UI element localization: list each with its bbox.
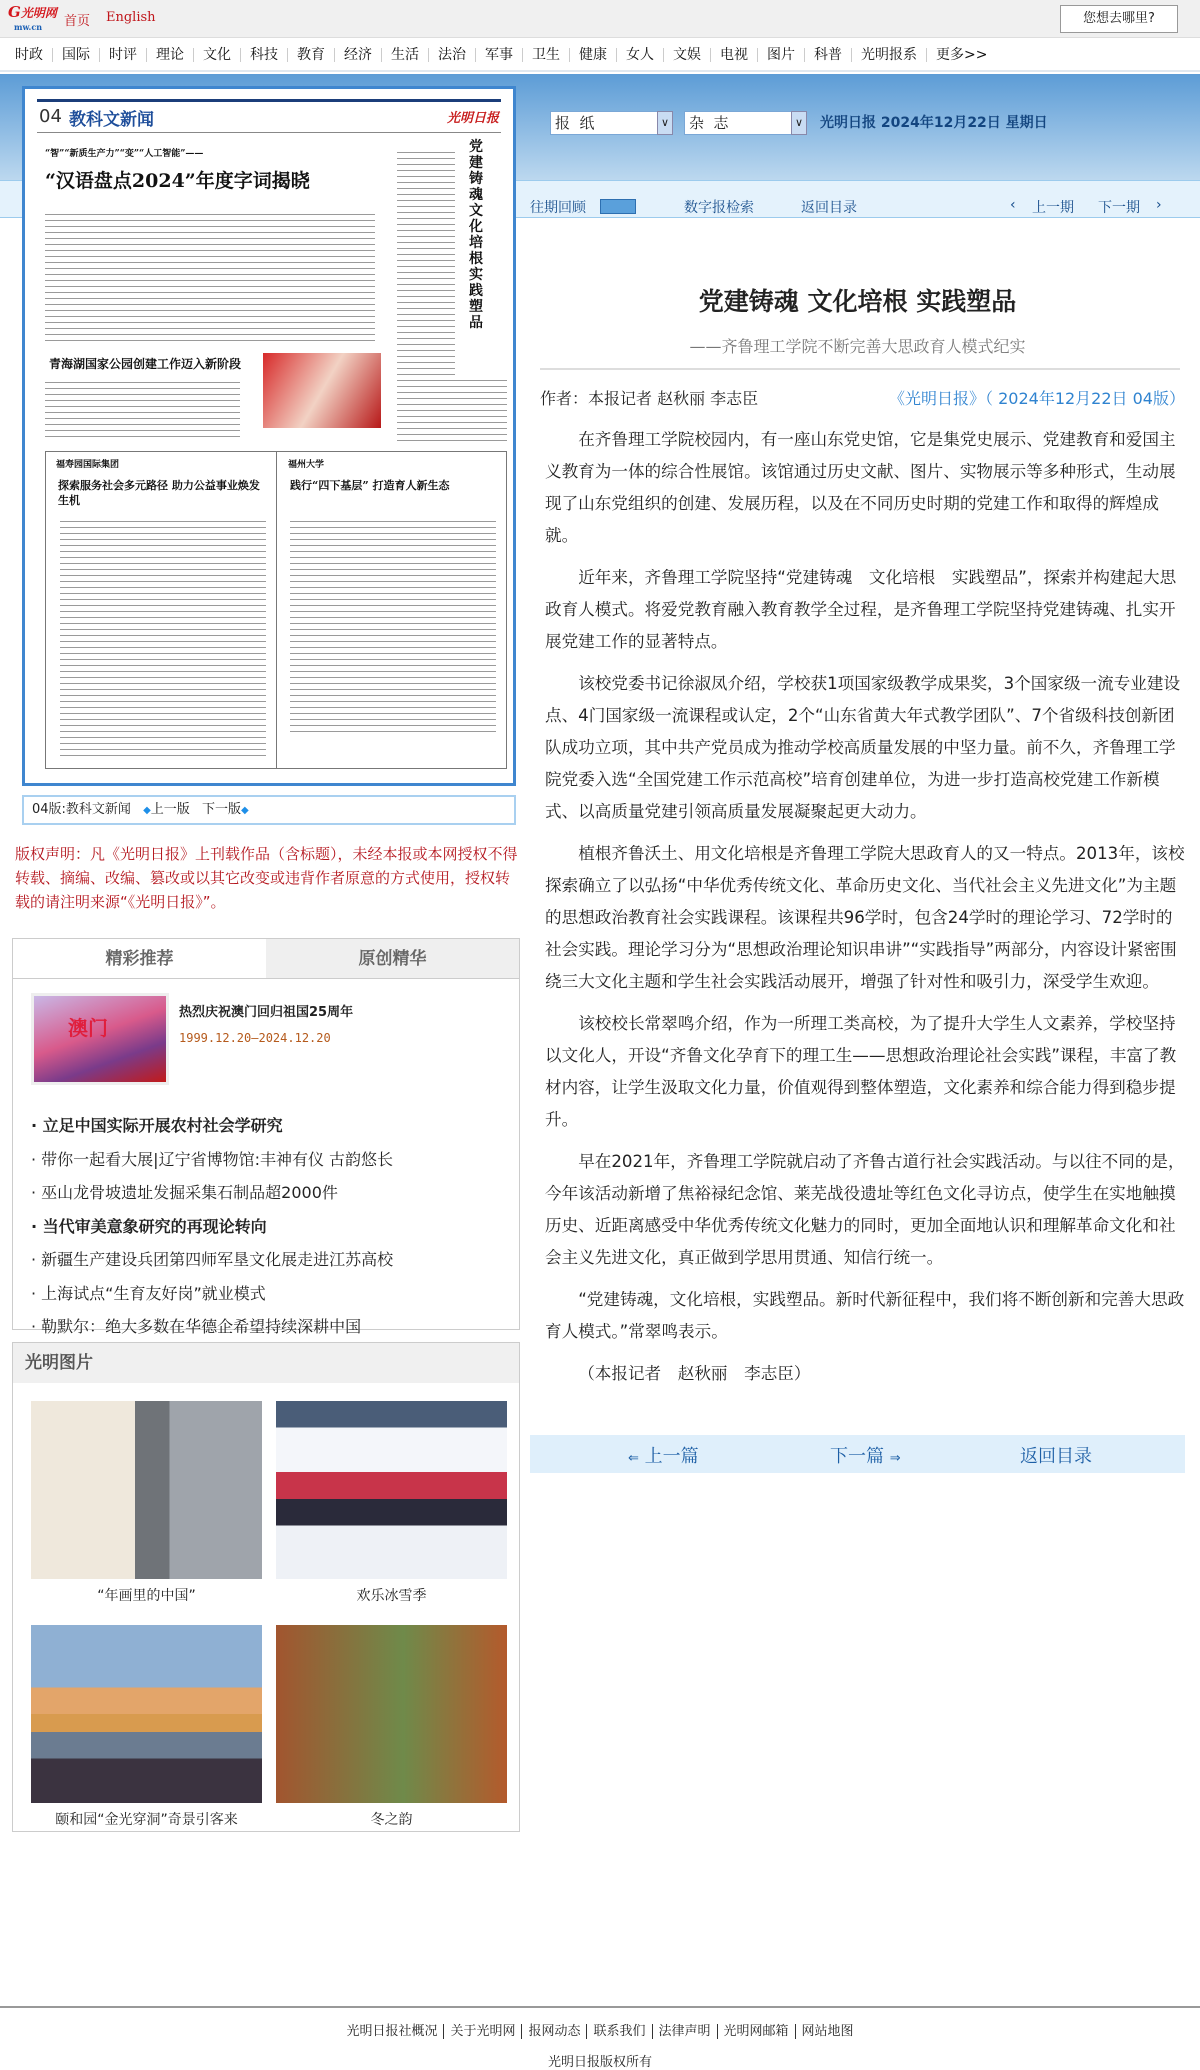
photo-item[interactable]	[31, 1625, 262, 1837]
feature-image-text: 澳门	[68, 1016, 108, 1040]
feature-date: 1999.12.20—2024.12.20	[179, 1031, 331, 1045]
article-paragraph: 该校党委书记徐淑凤介绍，学校获1项国家级教学成果奖，3个国家级一流专业建设点、4门国家级一流课程或认定，2个“山东省黄大年式教学团队”、7个省级科技创新团队成功立项，其中共产党员成为推动学校高质量发展的中坚力量。前不久，齐鲁理工学院党委入选“全国党建工作示范高校”培育创建单位，为进一步打造高校党建工作新模式、以高质量党建引领高质量发展凝聚起更大动力。	[545, 674, 1181, 821]
article-author: 作者：本报记者 赵秋丽 李志臣	[540, 389, 759, 408]
past-issues-link[interactable]: 往期回顾	[530, 200, 586, 216]
prev-article-link[interactable]	[628, 1442, 699, 1468]
footer-link[interactable]: 关于光明网	[444, 2024, 522, 2039]
nav-item[interactable]: 法治	[429, 48, 476, 62]
recommend-item[interactable]: · 新疆生产建设兵团第四师军垦文化展走进江苏高校	[31, 1243, 519, 1277]
photo-image[interactable]	[31, 1625, 262, 1803]
kicker[interactable]: “智”“新质生产力”“变”“人工智能”——	[45, 149, 204, 159]
gmw-logo[interactable]: G光明网 mw.cn	[8, 3, 57, 32]
photo-caption[interactable]: “年画里的中国”	[97, 1588, 196, 1604]
photo-image[interactable]	[276, 1401, 507, 1579]
article-title: 党建铸魂 文化培根 实践塑品	[698, 287, 1017, 316]
top-bar	[0, 0, 1200, 38]
footer	[0, 2006, 1200, 2070]
english-link[interactable]: English	[106, 10, 156, 25]
chevron-left-icon[interactable]: ‹	[1010, 197, 1016, 213]
next-article-label: 下一篇	[830, 1446, 884, 1467]
calendar-icon[interactable]	[600, 199, 636, 214]
prev-page-link[interactable]	[143, 802, 190, 817]
page-number: 04	[39, 106, 62, 127]
ad-title[interactable]: 践行“四下基层” 打造育人新生态	[290, 479, 450, 492]
subheadline-link[interactable]: 青海湖国家公园创建工作迈入新阶段	[49, 357, 242, 371]
page-nav	[22, 795, 516, 825]
nav-item[interactable]: 经济	[335, 48, 382, 62]
feature-image[interactable]	[31, 993, 169, 1085]
chevron-right-icon[interactable]: ›	[1156, 197, 1162, 213]
digital-search-link[interactable]: 数字报检索	[684, 200, 754, 216]
article-paragraph: 该校校长常翠鸣介绍，作为一所理工类高校，为了提升大学生人文素养，学校坚持以文化人，开设“齐鲁文化孕育下的理工生——思想政治理论社会实践”课程，丰富了教材内容，让学生汲取文化力量，价值观得到整体塑造，文化素养和综合能力得到稳步提升。	[545, 1014, 1177, 1129]
nav-item[interactable]: 理论	[147, 48, 194, 62]
prev-page-label: 上一版	[150, 802, 190, 817]
nav-item[interactable]: 女人	[617, 48, 664, 62]
article-signature: （本报记者 赵秋丽 李志臣）	[578, 1364, 811, 1383]
recommend-box	[12, 938, 520, 1336]
photo-item[interactable]	[276, 1401, 507, 1613]
next-page-label: 下一版	[201, 802, 241, 817]
article-source: 《光明日报》（ 2024年12月22日 04版）	[889, 389, 1185, 408]
nav-item[interactable]: 科技	[241, 48, 288, 62]
nav-item[interactable]: 军事	[476, 48, 523, 62]
photo-caption[interactable]: 冬之韵	[370, 1812, 413, 1828]
nav-item[interactable]: 国际	[53, 48, 100, 62]
photo-caption[interactable]: 颐和园“金光穿洞”奇景引客来	[55, 1812, 238, 1828]
ad-title[interactable]: 探索服务社会多元路径 助力公益事业焕发生机	[58, 479, 260, 507]
next-article-link[interactable]	[830, 1442, 901, 1468]
magazine-select-value: 杂 志	[689, 114, 729, 132]
ad-section	[45, 451, 507, 769]
article-body	[545, 424, 1185, 1400]
news-photo[interactable]	[263, 353, 381, 428]
footer-copyright: 光明日报版权所有	[547, 2055, 652, 2070]
ad-org: 福寿园国际集团	[56, 460, 120, 470]
tab-recommend[interactable]: 精彩推荐	[105, 949, 174, 969]
article-paragraph: 植根齐鲁沃土、用文化培根是齐鲁理工学院大思政育人的又一特点。2013年，该校探索确立了以弘扬“中华优秀传统文化、革命历史文化、当代社会主义先进文化”为主题的思想政治教育社会实践课程。该课程共96学时，包含24学时的理论学习、72学时的社会实践。理论学习分为“思想政治理论知识串讲”“实践指导”两部分，内容设计紧密围绕三大文化主题和学生社会实践活动展开，增强了针对性和吸引力，深受学生欢迎。	[545, 844, 1185, 991]
article-text-block[interactable]	[45, 211, 375, 344]
main-nav	[0, 40, 1200, 72]
article-text-block[interactable]	[397, 377, 507, 441]
photo-image[interactable]	[31, 1401, 262, 1579]
recommend-item[interactable]: · 带你一起看大展|辽宁省博物馆:丰神有仪 古韵悠长	[31, 1143, 519, 1177]
diamond-left-icon: ◆	[143, 805, 151, 816]
next-issue-link[interactable]: 下一期	[1098, 200, 1140, 216]
nav-item[interactable]: 光明报系	[852, 48, 927, 62]
vertical-headline-link[interactable]: 党建铸魂 文化培根 实践塑品	[469, 139, 483, 331]
ad-org: 福州大学	[288, 460, 325, 470]
page-header	[37, 99, 501, 133]
photo-caption[interactable]: 欢乐冰雪季	[356, 1588, 427, 1604]
prev-page-icon: ⇐	[628, 1451, 639, 1466]
site-search-input[interactable]: 您想去哪里?	[1060, 5, 1178, 33]
nav-item[interactable]: 时政	[6, 48, 53, 62]
photo-item[interactable]	[31, 1401, 262, 1613]
copyright-notice: 版权声明：凡《光明日报》上刊载作品（含标题），未经本报或本网授权不得转载、摘编、改编、篡改或以其它改变或违背作者原意的方式使用，授权转载的请注明来源“《光明日报》”。	[15, 845, 518, 911]
nav-item[interactable]: 电视	[711, 48, 758, 62]
back-to-index-link[interactable]: 返回目录	[1020, 1446, 1092, 1467]
home-link[interactable]: 首页	[64, 14, 91, 29]
photo-item[interactable]	[276, 1625, 507, 1837]
nav-item[interactable]: 更多>>	[936, 47, 988, 63]
nav-item[interactable]: 科普	[805, 48, 852, 62]
article-subtitle: ——齐鲁理工学院不断完善大思政育人模式纪实	[689, 337, 1026, 356]
tab-original[interactable]: 原创精华	[266, 939, 519, 978]
footer-link[interactable]: 光明日报社概况	[340, 2024, 444, 2039]
article-paragraph: 早在2021年，齐鲁理工学院就启动了齐鲁古道行社会实践活动。与以往不同的是，今年该活动新增了焦裕禄纪念馆、莱芜战役遗址等红色文化寻访点，使学生在实地触摸历史、近距离感受中华优秀传统文化魅力的同时，更加全面地认识和理解革命文化和社会主义先进文化，真正做到学思用贯通、知信行统一。	[545, 1152, 1185, 1267]
footer-link[interactable]: 报网动态	[522, 2024, 587, 2039]
nav-item[interactable]: 文娱	[664, 48, 711, 62]
recommend-item[interactable]: · 立足中国实际开展农村社会学研究	[31, 1109, 519, 1143]
recommend-item[interactable]: · 上海试点“生育友好岗”就业模式	[31, 1277, 519, 1311]
nav-item[interactable]: 文化	[194, 48, 241, 62]
ad-text-block	[290, 518, 496, 733]
nav-item[interactable]: 图片	[758, 48, 805, 62]
chevron-down-icon[interactable]: ∨	[657, 111, 673, 135]
nav-item[interactable]: 卫生	[523, 48, 570, 62]
next-page-link[interactable]	[202, 802, 249, 817]
article-text-block[interactable]	[397, 149, 455, 377]
feature-item[interactable]	[31, 993, 519, 1093]
article-text-block[interactable]	[45, 379, 240, 441]
article-paragraph: “党建铸魂，文化培根，实践塑品。新时代新征程中，我们将不断创新和完善大思政育人模式。”常翠鸣表示。	[545, 1290, 1185, 1341]
feature-title[interactable]: 热烈庆祝澳门回归祖国25周年	[179, 1005, 354, 1020]
recommend-item[interactable]: · 巫山龙骨坡遗址发掘采集石制品超2000件	[31, 1176, 519, 1210]
nav-item[interactable]: 时评	[100, 48, 147, 62]
article-paragraph: 近年来，齐鲁理工学院坚持“党建铸魂 文化培根 实践塑品”，探索并构建起大思政育人模式。将爱党教育融入教育教学全过程，是齐鲁理工学院坚持党建铸魂、扎实开展党建工作的显著特点。	[545, 568, 1177, 651]
newspaper-page-thumbnail[interactable]	[22, 86, 516, 786]
newspaper-select[interactable]	[550, 111, 672, 135]
issue-date: 光明日报 2024年12月22日 星期日	[820, 115, 1048, 131]
page-section: 教科文新闻	[69, 110, 154, 130]
recommend-list	[31, 1109, 519, 1344]
recommend-item[interactable]: · 当代审美意象研究的再现论转向	[31, 1210, 519, 1244]
current-page-label: 04版:教科文新闻	[32, 802, 131, 817]
newspaper-select-value: 报 纸	[555, 114, 595, 132]
prev-issue-link[interactable]: 上一期	[1032, 200, 1074, 216]
photos-title: 光明图片	[13, 1343, 519, 1383]
divider	[540, 368, 1180, 370]
headline-link[interactable]: “汉语盘点2024”年度字词揭晓	[45, 170, 310, 192]
next-page-icon: ⇒	[889, 1451, 901, 1466]
chevron-down-icon[interactable]: ∨	[791, 111, 807, 135]
nav-item[interactable]: 健康	[570, 48, 617, 62]
back-to-index-link[interactable]: 返回目录	[801, 200, 857, 216]
prev-article-label: 上一篇	[644, 1446, 699, 1467]
photos-box	[12, 1342, 520, 1832]
footer-link[interactable]: 网站地图	[801, 2024, 854, 2039]
ad-text-block	[60, 518, 266, 758]
nav-item[interactable]: 生活	[382, 48, 429, 62]
article-paragraph: 在齐鲁理工学院校园内，有一座山东党史馆，它是集党史展示、党建教育和爱国主义教育为一体的综合性展馆。该馆通过历史文献、图片、实物展示等多种形式，生动展现了山东党组织的创建、发展历程，以及在不同历史时期的党建工作和取得的辉煌成就。	[545, 430, 1176, 545]
photo-image[interactable]	[276, 1625, 507, 1803]
nav-item[interactable]: 教育	[288, 48, 335, 62]
footer-link[interactable]: 联系我们	[587, 2024, 652, 2039]
footer-link[interactable]: 光明网邮箱	[718, 2024, 796, 2039]
article-bottom-nav	[530, 1435, 1185, 1473]
paper-logo: 光明日报	[446, 111, 499, 126]
magazine-select[interactable]	[684, 111, 806, 135]
diamond-right-icon: ◆	[240, 805, 249, 816]
recommend-item[interactable]: · 勒默尔：绝大多数在华德企希望持续深耕中国	[31, 1310, 519, 1344]
footer-link[interactable]: 法律声明	[653, 2024, 718, 2039]
